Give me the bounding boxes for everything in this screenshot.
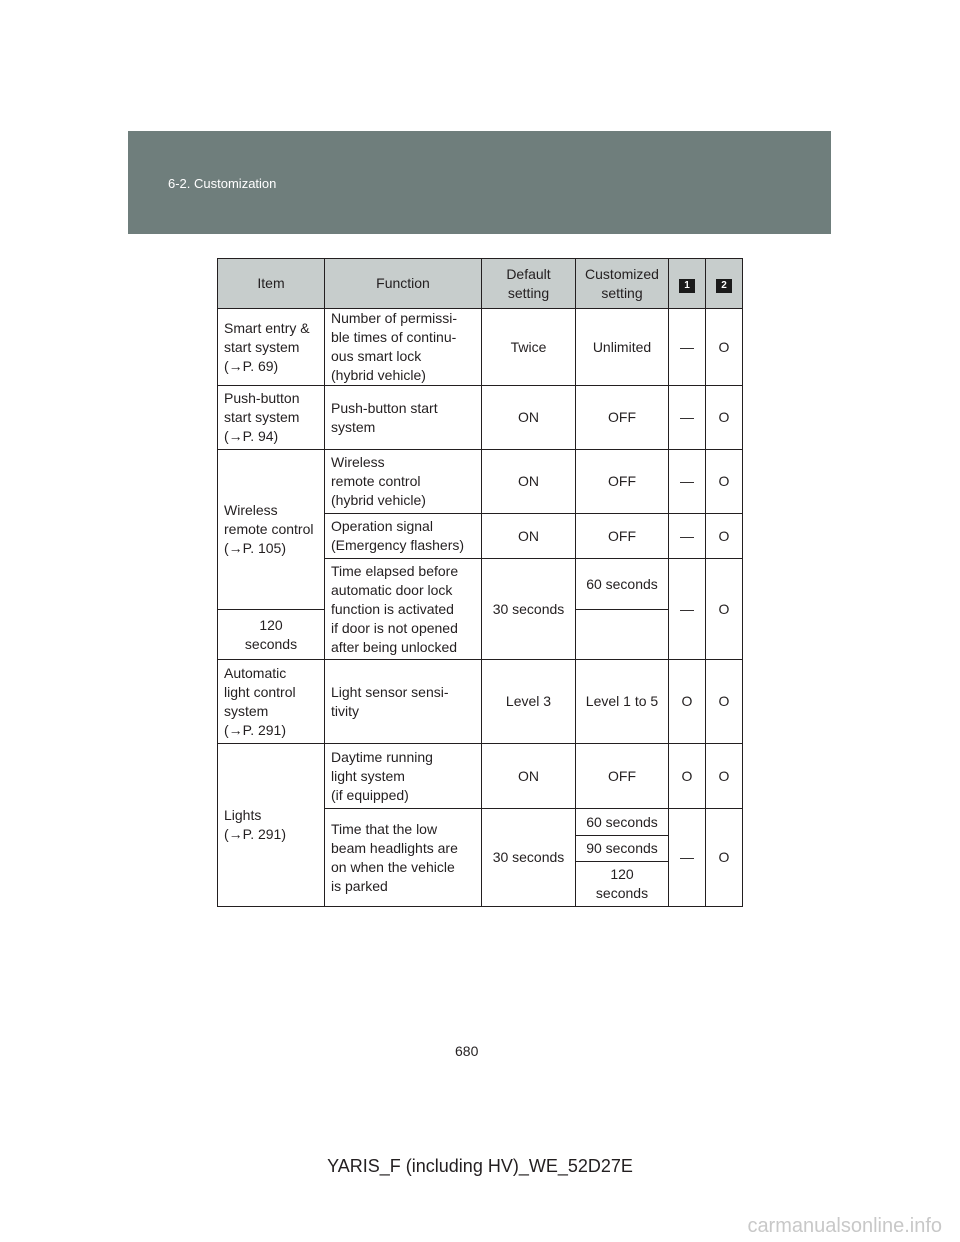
row-default: ON xyxy=(482,514,576,559)
row-function: Daytime running light system (if equipped) xyxy=(325,744,482,809)
row-function: Operation signal (Emergency flashers) xyxy=(325,514,482,559)
row-item: Push-button start system (→P. 94) xyxy=(218,386,325,450)
row-custom: 60 seconds xyxy=(576,809,669,836)
row-col1: — xyxy=(669,450,706,514)
row-custom: Level 1 to 5 xyxy=(576,660,669,744)
watermark: carmanualsonline.info xyxy=(747,1215,942,1237)
row-col1: O xyxy=(669,744,706,809)
row-col1: — xyxy=(669,809,706,907)
header-band xyxy=(128,131,831,234)
row-default: ON xyxy=(482,450,576,514)
row-function: Time elapsed before automatic door lock function is activated if door is not opened after being unlocked xyxy=(325,559,482,660)
row-default: 30 seconds xyxy=(482,809,576,907)
column-header-function: Function xyxy=(325,259,482,309)
table-row xyxy=(218,744,743,809)
row-item: Automatic light control system (→P. 291) xyxy=(218,660,325,744)
row-function: Number of permissi- ble times of continu- ous smart lock (hybrid vehicle) xyxy=(325,309,482,386)
customization-table xyxy=(217,258,743,907)
row-col2: O xyxy=(706,309,743,386)
row-col2: O xyxy=(706,559,743,660)
row-default: ON xyxy=(482,744,576,809)
column-header-item: Item xyxy=(218,259,325,309)
section-title: 6-2. Customization xyxy=(168,176,277,191)
badge-2: 2 xyxy=(716,279,732,293)
row-custom: OFF xyxy=(576,744,669,809)
row-col2: O xyxy=(706,660,743,744)
row-col1: — xyxy=(669,559,706,660)
row-item: Smart entry & start system (→P. 69) xyxy=(218,309,325,386)
row-custom: OFF xyxy=(576,450,669,514)
row-col1: — xyxy=(669,386,706,450)
row-col2: O xyxy=(706,809,743,907)
row-default: 30 seconds xyxy=(482,559,576,660)
row-custom: OFF xyxy=(576,386,669,450)
table-row xyxy=(218,386,743,450)
column-header-1 xyxy=(669,259,706,309)
column-header-customized: Customized setting xyxy=(576,259,669,309)
row-col2: O xyxy=(706,450,743,514)
row-custom: 120 seconds xyxy=(218,610,325,660)
table-row xyxy=(218,309,743,386)
column-header-default: Default setting xyxy=(482,259,576,309)
page-number: 680 xyxy=(455,1043,479,1059)
row-default: ON xyxy=(482,386,576,450)
row-function: Time that the low beam headlights are on when the vehicle is parked xyxy=(325,809,482,907)
row-col2: O xyxy=(706,514,743,559)
row-col2: O xyxy=(706,386,743,450)
row-function: Push-button start system xyxy=(325,386,482,450)
row-col1: — xyxy=(669,514,706,559)
row-custom: 120 seconds xyxy=(576,862,669,907)
row-custom: OFF xyxy=(576,514,669,559)
row-col1: — xyxy=(669,309,706,386)
row-custom: 60 seconds xyxy=(576,559,669,610)
table-row xyxy=(218,450,743,514)
document-footer: YARIS_F (including HV)_WE_52D27E xyxy=(327,1156,633,1176)
row-item: Lights (→P. 291) xyxy=(218,744,325,907)
row-item: Wireless remote control (→P. 105) xyxy=(218,450,325,610)
row-custom: Unlimited xyxy=(576,309,669,386)
row-default: Level 3 xyxy=(482,660,576,744)
row-function: Wireless remote control (hybrid vehicle) xyxy=(325,450,482,514)
row-default: Twice xyxy=(482,309,576,386)
row-col1: O xyxy=(669,660,706,744)
row-function: Light sensor sensi- tivity xyxy=(325,660,482,744)
table-row xyxy=(218,660,743,744)
row-custom: 90 seconds xyxy=(576,836,669,862)
badge-1: 1 xyxy=(679,279,695,293)
table-header-row xyxy=(218,259,743,309)
row-col2: O xyxy=(706,744,743,809)
column-header-2 xyxy=(706,259,743,309)
